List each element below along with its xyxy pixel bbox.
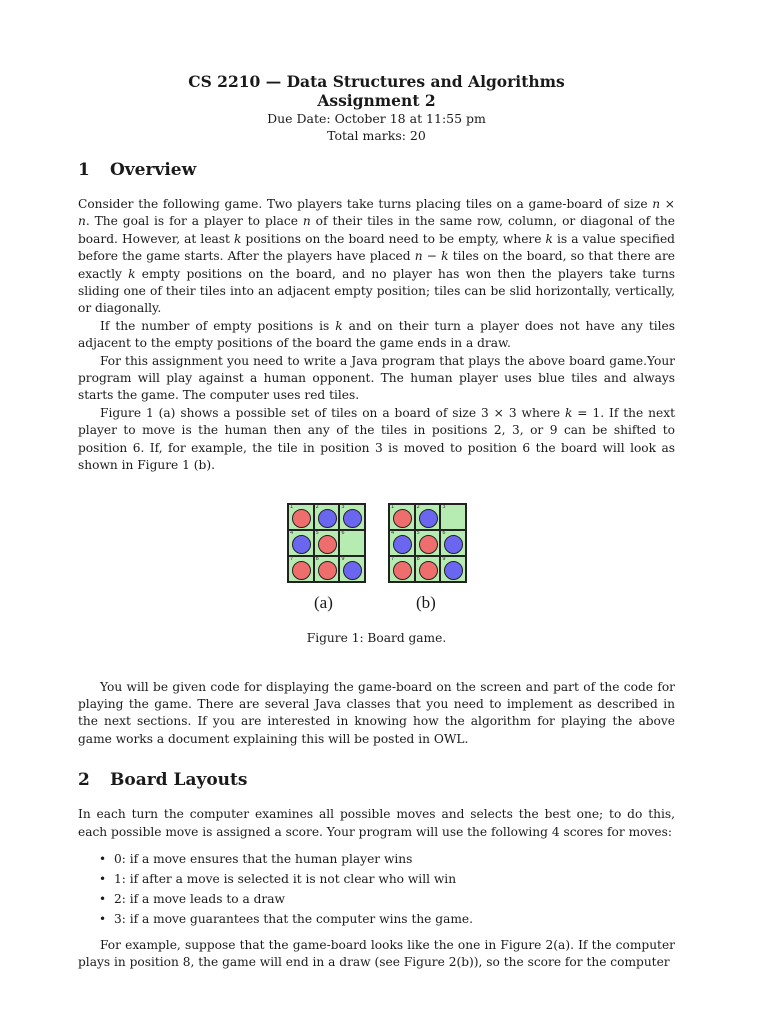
board-cell — [339, 556, 365, 582]
blue-tile — [444, 561, 463, 580]
paragraph-overview-2: If the number of empty positions is k and on their turn a player does not have any tiles adjacent to the empty positions of the board the game ends in a draw. — [78, 318, 675, 351]
board-cell — [339, 530, 365, 556]
total-marks: Total marks: 20 — [327, 128, 426, 143]
cell-number: 7 — [290, 555, 294, 562]
cell-number: 5 — [416, 529, 420, 536]
cell-number: 7 — [391, 555, 395, 562]
section-heading-overview — [78, 160, 675, 180]
board-cell — [415, 556, 441, 582]
red-tile — [318, 561, 337, 580]
board-cell — [339, 504, 365, 530]
cell-number: 1 — [290, 503, 294, 510]
board-cell — [314, 530, 340, 556]
title-block — [78, 72, 675, 144]
board-cell — [314, 556, 340, 582]
paragraph-after-figure: You will be given code for displaying the game-board on the screen and part of the code for playing the game. There are several Java classes that you need to implement as described in the next sections. If you are interested in knowing how the algorithm for playing the above game works a document explaining this will be posted in OWL. — [78, 679, 675, 746]
paragraph-overview-1: Consider the following game. Two players take turns placing tiles on a game-board of size n × n. The goal is for a player to place n of their tiles in the same row, column, or diagonal of the board. However, at least k positions on the board need to be empty, where k is a value specified before the game starts. After the players have placed n − k tiles on the board, so that there are exactly k empty positions on the board, and no player has won then the players take turns sliding one of their tiles into an adjacent empty position; tiles can be slid horizontally, vertically, or diagonally. — [78, 197, 675, 316]
cell-number: 4 — [391, 529, 395, 536]
board-cell — [389, 504, 415, 530]
board-cell — [288, 504, 314, 530]
blue-tile — [343, 509, 362, 528]
paragraph-board-layouts-1: In each turn the computer examines all possible moves and selects the best one; to do this, each possible move is assigned a score. Your program will use the following 4 scores for moves: — [78, 807, 675, 839]
board-cell — [314, 504, 340, 530]
blue-tile — [292, 535, 311, 554]
cell-number: 6 — [341, 529, 345, 536]
cell-number: 1 — [391, 503, 395, 510]
section-title: Board Layouts — [110, 770, 248, 791]
figure-label-b: (b) — [416, 592, 436, 612]
figure-label-a: (a) — [314, 592, 333, 612]
cell-number: 5 — [315, 529, 319, 536]
cell-number: 3 — [442, 503, 446, 510]
course-title: CS 2210 — Data Structures and Algorithms — [188, 72, 565, 91]
section-heading-board-layouts — [78, 770, 675, 790]
cell-number: 2 — [416, 503, 420, 510]
due-date: Due Date: October 18 at 11:55 pm — [267, 111, 486, 126]
red-tile — [393, 509, 412, 528]
document-page — [78, 72, 675, 972]
section-number: 2 — [78, 770, 90, 791]
assignment-title: Assignment 2 — [317, 91, 436, 110]
cell-number: 9 — [442, 555, 446, 562]
board-cell — [415, 530, 441, 556]
red-tile — [292, 561, 311, 580]
blue-tile — [419, 509, 438, 528]
figure-1 — [78, 503, 675, 663]
blue-tile — [444, 535, 463, 554]
paragraph-overview-4: Figure 1 (a) shows a possible set of tiles on a board of size 3 × 3 where k = 1. If the next player to move is the human then any of the tiles in positions 2, 3, or 9 can be shifted to position 6. If, for example, the tile in position 3 is moved to position 6 the board will look as shown in Figure 1 (b). — [78, 405, 676, 473]
cell-number: 4 — [290, 529, 294, 536]
blue-tile — [393, 535, 412, 554]
red-tile — [318, 535, 337, 554]
board-cell — [415, 504, 441, 530]
red-tile — [292, 509, 311, 528]
red-tile — [419, 561, 438, 580]
list-item: • 3: if a move guarantees that the computer wins the game. — [78, 909, 675, 929]
section-number: 1 — [78, 160, 90, 180]
list-item: • 2: if a move leads to a draw — [78, 889, 675, 909]
board-cell — [288, 556, 314, 582]
board-cell — [389, 530, 415, 556]
cell-number: 8 — [416, 555, 420, 562]
cell-number: 8 — [315, 555, 319, 562]
board-cell — [440, 556, 466, 582]
board-a — [287, 503, 366, 583]
red-tile — [419, 535, 438, 554]
board-cell — [440, 504, 466, 530]
score-list — [78, 849, 675, 929]
cell-number: 9 — [341, 555, 345, 562]
cell-number: 2 — [315, 503, 319, 510]
blue-tile — [318, 509, 337, 528]
board-cell — [440, 530, 466, 556]
list-item: • 0: if a move ensures that the human player wins — [78, 849, 675, 869]
cell-number: 3 — [341, 503, 345, 510]
board-cell — [288, 530, 314, 556]
paragraph-overview-3: For this assignment you need to write a Java program that plays the above board game.Your program will play against a human opponent. The human player uses blue tiles and always starts the game. The computer uses red tiles. — [78, 353, 675, 403]
section-title: Overview — [110, 160, 197, 180]
red-tile — [393, 561, 412, 580]
board-cell — [389, 556, 415, 582]
paragraph-board-layouts-2: For example, suppose that the game-board looks like the one in Figure 2(a). If the computer plays in position 8, the game will end in a draw (see Figure 2(b)), so the score for the computer — [78, 937, 675, 970]
figure-caption: Figure 1: Board game. — [306, 630, 447, 645]
board-b — [388, 503, 467, 583]
blue-tile — [343, 561, 362, 580]
cell-number: 6 — [442, 529, 446, 536]
list-item: • 1: if after a move is selected it is not clear who will win — [78, 869, 675, 889]
